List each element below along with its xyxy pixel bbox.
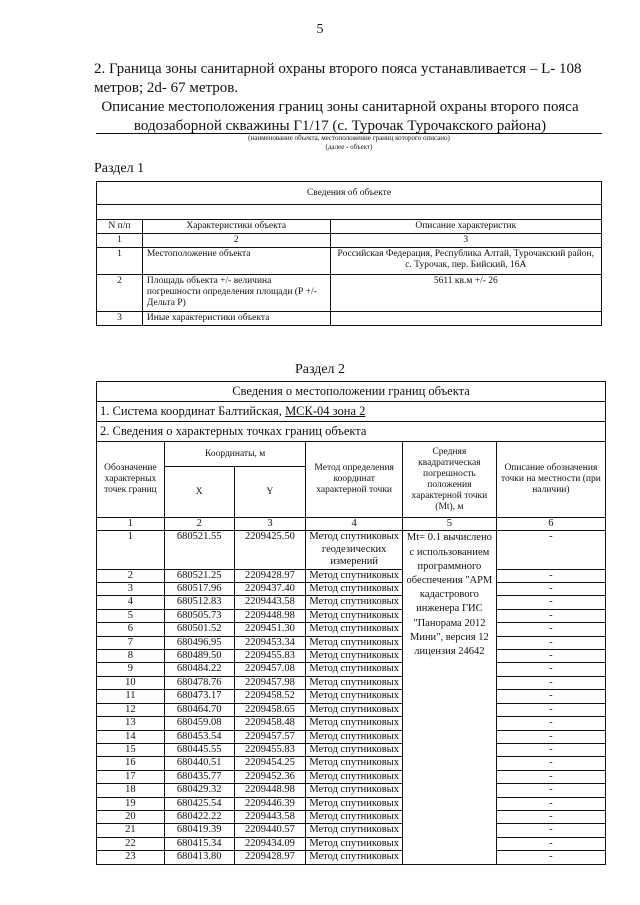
- point-description: -: [496, 663, 605, 676]
- point-x: 680435.77: [164, 770, 234, 783]
- heading-line-2: водозаборной скважины Г1/17 (с. Турочак Турочакского района): [133, 118, 547, 134]
- column-number: 3: [330, 234, 601, 248]
- table-row: [97, 797, 606, 810]
- point-description: -: [496, 690, 605, 703]
- point-method: Метод спутниковых: [306, 609, 403, 622]
- point-method: Метод спутниковых: [306, 770, 403, 783]
- point-x: 680419.39: [164, 824, 234, 837]
- point-number: 9: [97, 663, 165, 676]
- point-description: -: [496, 569, 605, 582]
- row-characteristic: Иные характеристики объекта: [142, 312, 330, 326]
- table-row: [97, 583, 606, 596]
- point-description: -: [496, 583, 605, 596]
- object-table-colnum-row: [97, 234, 602, 248]
- point-number: 18: [97, 784, 165, 797]
- page-number: 5: [316, 22, 324, 37]
- point-x: 680473.17: [164, 690, 234, 703]
- heading-note: [96, 134, 602, 152]
- point-description: -: [496, 743, 605, 756]
- column-number: 1: [97, 518, 165, 531]
- point-number: 23: [97, 851, 165, 864]
- point-y: 2209455.83: [234, 650, 306, 663]
- point-x: 680429.32: [164, 784, 234, 797]
- point-x: 680422.22: [164, 810, 234, 823]
- zone-boundary-paragraph: 2. Граница зоны санитарной охраны второго пояса устанавливается – L- 108 метров; 2d- 67 метров.: [94, 61, 582, 96]
- point-x: 680415.34: [164, 837, 234, 850]
- header-designation: Обозначение характерных точек границ: [97, 442, 165, 518]
- point-y: 2209443.58: [234, 810, 306, 823]
- point-number: 5: [97, 609, 165, 622]
- point-description: -: [496, 717, 605, 730]
- point-description: -: [496, 757, 605, 770]
- point-number: 16: [97, 757, 165, 770]
- point-method: Метод спутниковых: [306, 636, 403, 649]
- table-row: [97, 717, 606, 730]
- table-row: [97, 275, 602, 312]
- object-table-header-row: [97, 220, 602, 234]
- point-method: Метод спутниковых: [306, 757, 403, 770]
- column-number: 2: [164, 518, 234, 531]
- table-row: [97, 248, 602, 275]
- point-method: Метод спутниковых: [306, 851, 403, 864]
- point-number: 3: [97, 583, 165, 596]
- table-row: [97, 824, 606, 837]
- column-number: 6: [496, 518, 605, 531]
- point-number: 4: [97, 596, 165, 609]
- row-description: 5611 кв.м +/- 26: [330, 275, 601, 312]
- table-row: [97, 596, 606, 609]
- table-row: [97, 770, 606, 783]
- point-x: 680459.08: [164, 717, 234, 730]
- point-x: 680445.55: [164, 743, 234, 756]
- header-y: Y: [234, 467, 306, 518]
- point-description: -: [496, 703, 605, 716]
- point-x: 680521.25: [164, 569, 234, 582]
- document-heading: [60, 98, 620, 136]
- point-number: 19: [97, 797, 165, 810]
- header-accuracy: Средняя квадратическая погрешность положения характерной точки (Mt), м: [403, 442, 497, 518]
- point-description: -: [496, 609, 605, 622]
- point-y: 2209458.52: [234, 690, 306, 703]
- coord-system-row: [97, 402, 606, 422]
- object-info-table: [96, 181, 602, 326]
- point-x: 680512.83: [164, 596, 234, 609]
- points-title: 2. Сведения о характерных точках границ объекта: [97, 422, 606, 442]
- table-row: [97, 636, 606, 649]
- point-number: 22: [97, 837, 165, 850]
- point-x: 680464.70: [164, 703, 234, 716]
- header-x: X: [164, 467, 234, 518]
- point-description: -: [496, 730, 605, 743]
- coord-system: [97, 402, 606, 422]
- point-method: Метод спутниковых: [306, 596, 403, 609]
- point-description: -: [496, 824, 605, 837]
- point-y: 2209443.58: [234, 596, 306, 609]
- coord-system-name: МСК-04 зона 2: [285, 403, 366, 418]
- table-row: [97, 690, 606, 703]
- table-row: [97, 676, 606, 689]
- table-row: [97, 623, 606, 636]
- point-description: -: [496, 636, 605, 649]
- column-number: 2: [142, 234, 330, 248]
- point-number: 11: [97, 690, 165, 703]
- table-row: [97, 837, 606, 850]
- table-row: [97, 730, 606, 743]
- point-description: -: [496, 797, 605, 810]
- boundary-points-table: [96, 381, 606, 865]
- point-number: 1: [97, 531, 165, 569]
- point-description: -: [496, 676, 605, 689]
- table-row: [97, 531, 606, 569]
- point-x: 680501.52: [164, 623, 234, 636]
- heading-note-line-1: (наименование объекта, местоположение границ которого описано): [248, 134, 450, 142]
- point-x: 680440.51: [164, 757, 234, 770]
- section-1-title: Раздел 1: [94, 161, 145, 176]
- point-description: -: [496, 837, 605, 850]
- point-number: 15: [97, 743, 165, 756]
- coord-system-prefix: 1. Система координат Балтийская,: [100, 403, 286, 418]
- column-number: 3: [234, 518, 306, 531]
- object-table-title-row: [97, 182, 602, 205]
- table-row: [97, 650, 606, 663]
- table-row: [97, 703, 606, 716]
- point-y: 2209446.39: [234, 797, 306, 810]
- table-row: [97, 784, 606, 797]
- point-method: Метод спутниковых: [306, 717, 403, 730]
- point-description: -: [496, 810, 605, 823]
- point-method: Метод спутниковых: [306, 703, 403, 716]
- point-x: 680478.76: [164, 676, 234, 689]
- points-header-row-1: [97, 442, 606, 467]
- point-accuracy: Mt= 0.1 вычислено с использованием программного обеспечения "АРМ кадастрового инженера ГИС "Панорама 2012 Мини", версия 12 лицензия 24642: [403, 531, 497, 864]
- point-y: 2209425.50: [234, 531, 306, 569]
- points-colnum-row: [97, 518, 606, 531]
- row-number: 3: [97, 312, 143, 326]
- point-x: 680425.54: [164, 797, 234, 810]
- column-number: 4: [306, 518, 403, 531]
- point-y: 2209448.98: [234, 609, 306, 622]
- point-y: 2209452.36: [234, 770, 306, 783]
- point-x: 680505.73: [164, 609, 234, 622]
- point-description: -: [496, 851, 605, 864]
- spacer-cell: [97, 205, 602, 220]
- point-y: 2209448.98: [234, 784, 306, 797]
- point-number: 6: [97, 623, 165, 636]
- point-y: 2209437.40: [234, 583, 306, 596]
- point-method: Метод спутниковых: [306, 730, 403, 743]
- point-method: Метод спутниковых: [306, 797, 403, 810]
- point-y: 2209458.65: [234, 703, 306, 716]
- point-y: 2209440.57: [234, 824, 306, 837]
- point-number: 17: [97, 770, 165, 783]
- point-y: 2209451.30: [234, 623, 306, 636]
- table-row: [97, 810, 606, 823]
- boundary-table-title: Сведения о местоположении границ объекта: [97, 382, 606, 402]
- header-cell: Характеристики объекта: [142, 220, 330, 234]
- point-method: Метод спутниковых: [306, 810, 403, 823]
- point-y: 2209458.48: [234, 717, 306, 730]
- point-method: Метод спутниковых геодезических измерений: [306, 531, 403, 569]
- point-method: Метод спутниковых: [306, 663, 403, 676]
- header-method: Метод определения координат характерной точки: [306, 442, 403, 518]
- point-number: 7: [97, 636, 165, 649]
- point-method: Метод спутниковых: [306, 784, 403, 797]
- point-description: -: [496, 770, 605, 783]
- point-x: 680517.96: [164, 583, 234, 596]
- point-description: -: [496, 596, 605, 609]
- point-method: Метод спутниковых: [306, 676, 403, 689]
- header-cell: Описание характеристик: [330, 220, 601, 234]
- point-x: 680413.80: [164, 851, 234, 864]
- point-method: Метод спутниковых: [306, 650, 403, 663]
- point-number: 14: [97, 730, 165, 743]
- point-method: Метод спутниковых: [306, 690, 403, 703]
- row-characteristic: Местоположение объекта: [142, 248, 330, 275]
- point-y: 2209455.83: [234, 743, 306, 756]
- point-y: 2209457.98: [234, 676, 306, 689]
- point-y: 2209428.97: [234, 569, 306, 582]
- column-number: 1: [97, 234, 143, 248]
- point-description: -: [496, 623, 605, 636]
- point-x: 680521.55: [164, 531, 234, 569]
- header-cell: N п/п: [97, 220, 143, 234]
- point-y: 2209453.34: [234, 636, 306, 649]
- point-description: -: [496, 784, 605, 797]
- point-y: 2209457.57: [234, 730, 306, 743]
- table-row: [97, 757, 606, 770]
- point-x: 680496.95: [164, 636, 234, 649]
- point-method: Метод спутниковых: [306, 743, 403, 756]
- point-number: 21: [97, 824, 165, 837]
- point-number: 2: [97, 569, 165, 582]
- point-method: Метод спутниковых: [306, 623, 403, 636]
- table-row: [97, 743, 606, 756]
- point-y: 2209457.08: [234, 663, 306, 676]
- table-row: [97, 609, 606, 622]
- header-description: Описание обозначения точки на местности (при наличии): [496, 442, 605, 518]
- object-table-title: Сведения об объекте: [97, 182, 602, 205]
- row-characteristic: Площадь объекта +/- величина погрешности определения площади (Р +/- Дельта Р): [142, 275, 330, 312]
- row-number: 1: [97, 248, 143, 275]
- point-x: 680484.22: [164, 663, 234, 676]
- point-x: 680453.54: [164, 730, 234, 743]
- point-method: Метод спутниковых: [306, 583, 403, 596]
- point-y: 2209434.09: [234, 837, 306, 850]
- heading-line-1: Описание местоположения границ зоны санитарной охраны второго пояса: [101, 99, 579, 115]
- table-row: [97, 312, 602, 326]
- row-description: Российская Федерация, Республика Алтай, Турочакский район, с. Турочак, пер. Бийский, 16А: [330, 248, 601, 275]
- point-number: 20: [97, 810, 165, 823]
- point-method: Метод спутниковых: [306, 824, 403, 837]
- point-description: -: [496, 531, 605, 569]
- points-title-row: [97, 422, 606, 442]
- point-number: 8: [97, 650, 165, 663]
- heading-note-line-2: (далее - объект): [325, 143, 373, 151]
- point-method: Метод спутниковых: [306, 569, 403, 582]
- table-row: [97, 851, 606, 864]
- point-description: -: [496, 650, 605, 663]
- point-y: 2209454.25: [234, 757, 306, 770]
- table-row: [97, 569, 606, 582]
- point-number: 10: [97, 676, 165, 689]
- boundary-table-title-row: [97, 382, 606, 402]
- row-description: [330, 312, 601, 326]
- section-2-title: Раздел 2: [294, 362, 346, 377]
- point-y: 2209428.97: [234, 851, 306, 864]
- row-number: 2: [97, 275, 143, 312]
- table-row: [97, 663, 606, 676]
- point-x: 680489.50: [164, 650, 234, 663]
- column-number: 5: [403, 518, 497, 531]
- object-table-spacer-row: [97, 205, 602, 220]
- point-number: 13: [97, 717, 165, 730]
- point-number: 12: [97, 703, 165, 716]
- header-coordinates: Координаты, м: [164, 442, 305, 467]
- point-method: Метод спутниковых: [306, 837, 403, 850]
